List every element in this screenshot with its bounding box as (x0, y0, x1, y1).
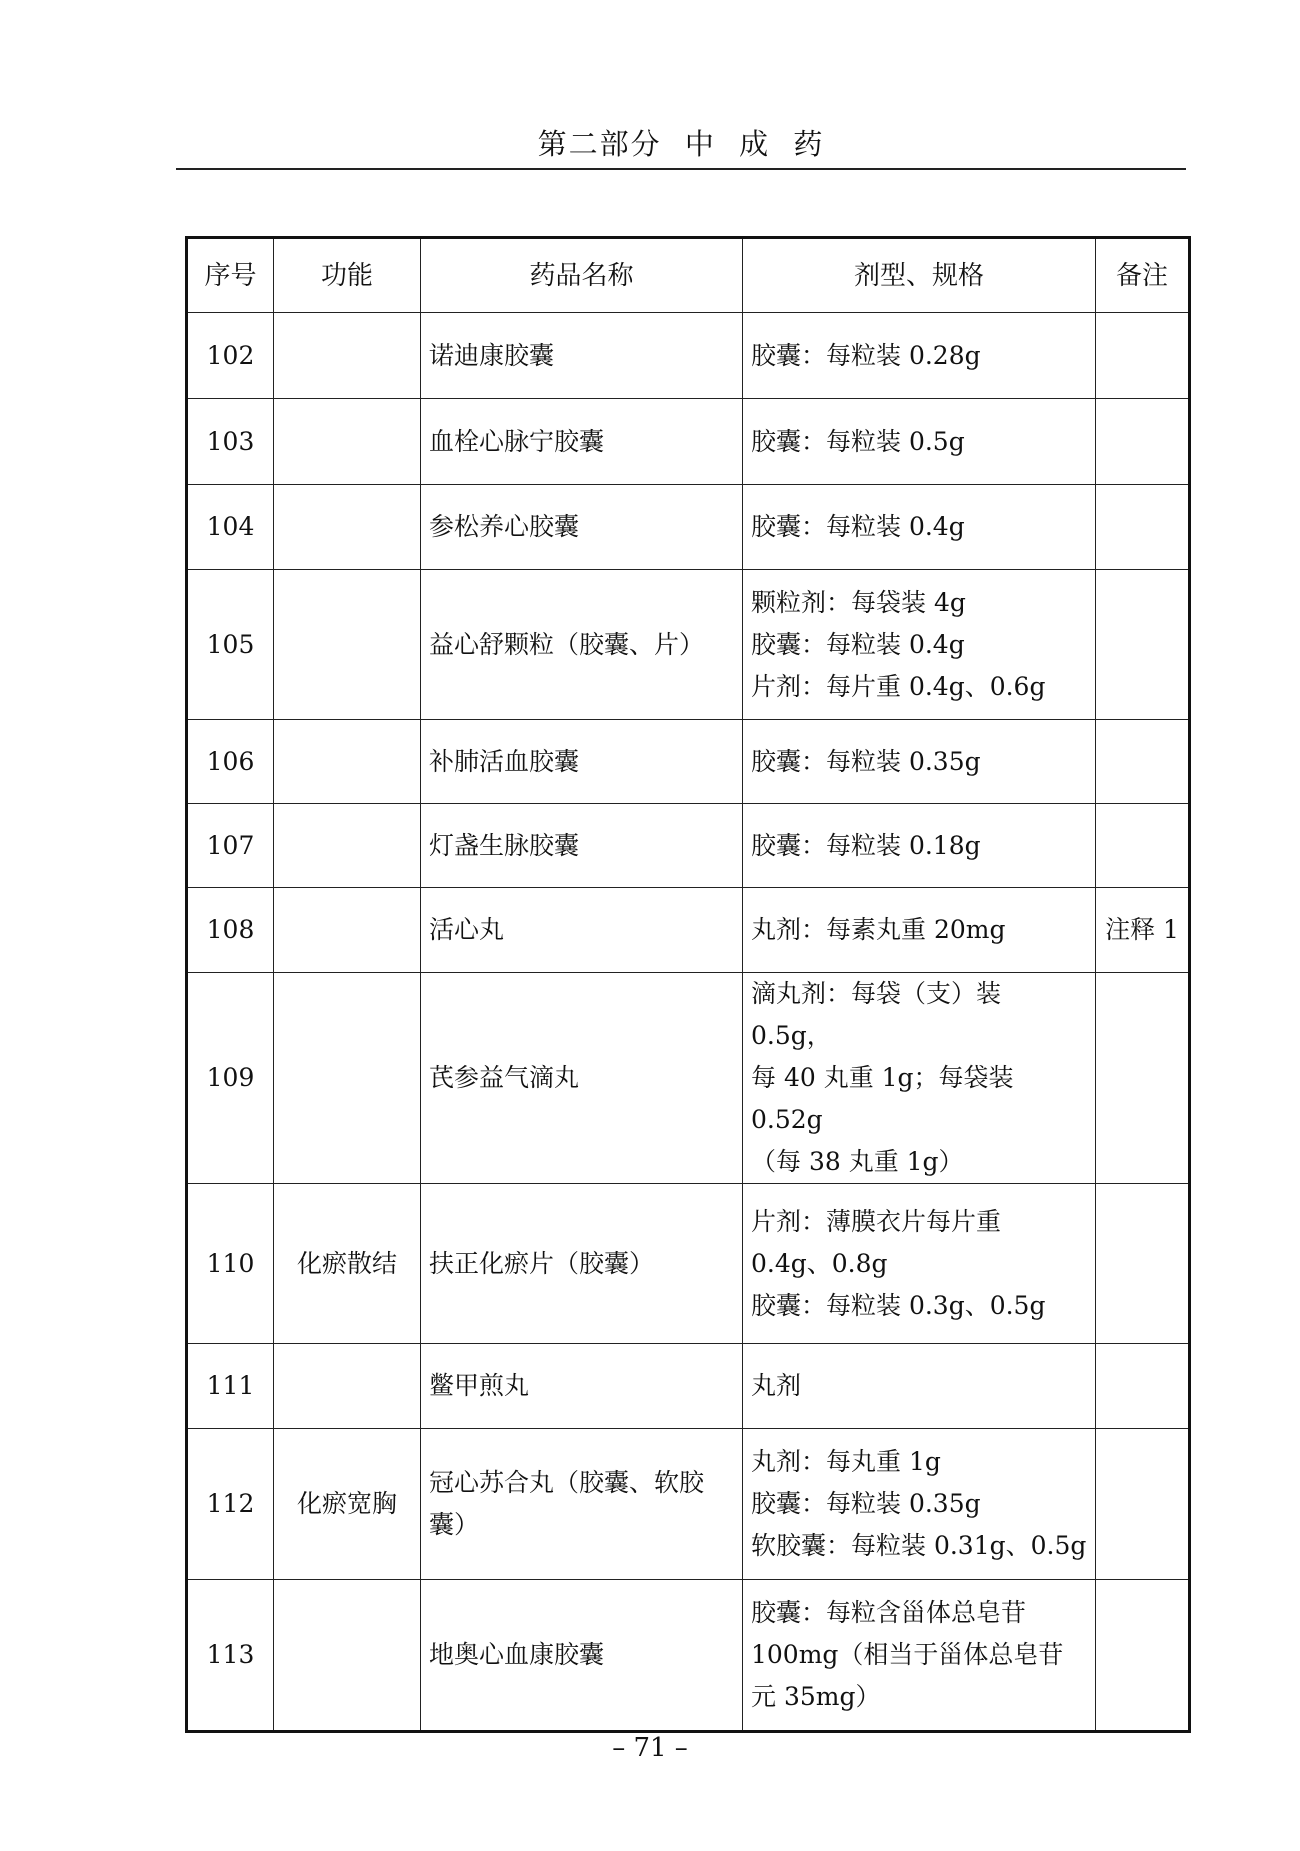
remarks-cell (1096, 485, 1190, 570)
remarks-cell (1096, 313, 1190, 399)
remarks-cell (1096, 804, 1190, 888)
column-header-function: 功能 (274, 238, 421, 313)
function-cell: 化瘀散结 (274, 1184, 421, 1344)
dosage-spec-cell (743, 1344, 1096, 1429)
dosage-spec-line: 滴丸剂：每袋（支）装 0.5g， (751, 979, 1002, 1050)
dosage-spec-cell (743, 570, 1096, 720)
function-cell (274, 973, 421, 1184)
function-cell (274, 888, 421, 973)
remarks-cell (1096, 1580, 1190, 1732)
function-cell (274, 1580, 421, 1732)
drug-name-cell: 补肺活血胶囊 (421, 720, 743, 804)
remarks-cell (1096, 570, 1190, 720)
function-cell (274, 1344, 421, 1429)
drug-name-cell: 扶正化瘀片（胶囊） (421, 1184, 743, 1344)
table-row (187, 485, 1190, 570)
table-row (187, 570, 1190, 720)
drug-name-cell: 血栓心脉宁胶囊 (421, 399, 743, 485)
page-header-title: 第二部分 中 成 药 (537, 127, 825, 161)
row-number-cell: 107 (187, 804, 274, 888)
dosage-spec-line: （每 38 丸重 1g） (751, 1147, 964, 1176)
dosage-spec-cell (743, 888, 1096, 973)
dosage-spec-line: 每 40 丸重 1g；每袋装 0.52g (751, 1063, 1014, 1134)
table-row (187, 804, 1190, 888)
dosage-spec-line: 胶囊：每粒装 0.4g (751, 512, 965, 541)
dosage-spec-cell (743, 1184, 1096, 1344)
column-header-no: 序号 (187, 238, 274, 313)
row-number-cell: 103 (187, 399, 274, 485)
dosage-spec-line: 片剂：每片重 0.4g、0.6g (751, 671, 1046, 701)
drug-name-cell: 冠心苏合丸（胶囊、软胶囊） (421, 1429, 743, 1580)
drug-name-cell: 参松养心胶囊 (421, 485, 743, 570)
function-cell (274, 313, 421, 399)
column-header-drug-name: 药品名称 (421, 238, 743, 313)
row-number-cell: 104 (187, 485, 274, 570)
dosage-spec-line: 胶囊：每粒装 0.3g、0.5g (751, 1290, 1046, 1320)
remarks-cell: 注释 1 (1096, 888, 1190, 973)
dosage-spec-line: 元 35mg） (751, 1682, 881, 1711)
function-cell (274, 399, 421, 485)
remarks-cell (1096, 1184, 1190, 1344)
drug-name-cell: 鳖甲煎丸 (421, 1344, 743, 1429)
table-row (187, 399, 1190, 485)
drug-table-body (187, 313, 1190, 1732)
table-row (187, 720, 1190, 804)
dosage-spec-line: 胶囊：每粒含甾体总皂苷 (751, 1598, 1027, 1627)
row-number-cell: 109 (187, 973, 274, 1184)
dosage-spec-cell (743, 399, 1096, 485)
row-number-cell: 113 (187, 1580, 274, 1732)
row-number-cell: 112 (187, 1429, 274, 1580)
table-row (187, 313, 1190, 399)
function-cell (274, 720, 421, 804)
dosage-spec-line: 片剂：薄膜衣片每片重 (751, 1206, 1002, 1236)
remarks-cell (1096, 720, 1190, 804)
dosage-spec-cell (743, 720, 1096, 804)
row-number-cell: 111 (187, 1344, 274, 1429)
table-row (187, 973, 1190, 1184)
page-number: – 71 – (612, 1733, 688, 1763)
dosage-spec-cell (743, 313, 1096, 399)
table-row (187, 1184, 1190, 1344)
dosage-spec-line: 丸剂：每素丸重 20mg (751, 915, 1006, 944)
remarks-cell (1096, 1344, 1190, 1429)
dosage-spec-line: 丸剂：每丸重 1g (751, 1447, 941, 1476)
table-row (187, 888, 1190, 973)
function-cell (274, 804, 421, 888)
row-number-cell: 108 (187, 888, 274, 973)
header-row (187, 238, 1190, 313)
drug-table-header (187, 238, 1190, 313)
dosage-spec-line: 100mg（相当于甾体总皂苷 (751, 1640, 1064, 1669)
dosage-spec-cell (743, 804, 1096, 888)
dosage-spec-cell (743, 973, 1096, 1184)
dosage-spec-cell (743, 485, 1096, 570)
column-header-dosage-spec: 剂型、规格 (743, 238, 1096, 313)
drug-name-cell: 诺迪康胶囊 (421, 313, 743, 399)
drug-name-cell: 活心丸 (421, 888, 743, 973)
dosage-spec-line: 胶囊：每粒装 0.35g (751, 746, 981, 776)
drug-name-cell: 益心舒颗粒（胶囊、片） (421, 570, 743, 720)
function-cell (274, 570, 421, 720)
dosage-spec-line: 胶囊：每粒装 0.5g (751, 426, 965, 456)
row-number-cell: 110 (187, 1184, 274, 1344)
drug-table (185, 236, 1191, 1733)
drug-name-cell: 灯盏生脉胶囊 (421, 804, 743, 888)
remarks-cell (1096, 973, 1190, 1184)
dosage-spec-line: 颗粒剂：每袋装 4g (751, 587, 966, 617)
table-row (187, 1344, 1190, 1429)
dosage-spec-line: 胶囊：每粒装 0.18g (751, 830, 981, 860)
dosage-spec-line: 胶囊：每粒装 0.35g (751, 1489, 981, 1518)
row-number-cell: 102 (187, 313, 274, 399)
table-row (187, 1429, 1190, 1580)
dosage-spec-line: 胶囊：每粒装 0.4g (751, 629, 965, 659)
row-number-cell: 105 (187, 570, 274, 720)
dosage-spec-line: 丸剂 (751, 1371, 802, 1400)
remarks-cell (1096, 399, 1190, 485)
dosage-spec-line: 软胶囊：每粒装 0.31g、0.5g (751, 1531, 1087, 1560)
dosage-spec-cell (743, 1429, 1096, 1580)
remarks-cell (1096, 1429, 1190, 1580)
drug-name-cell: 地奥心血康胶囊 (421, 1580, 743, 1732)
dosage-spec-line: 0.4g、0.8g (751, 1248, 888, 1278)
row-number-cell: 106 (187, 720, 274, 804)
dosage-spec-line: 胶囊：每粒装 0.28g (751, 340, 981, 370)
page-header (176, 118, 1186, 170)
drug-name-cell: 芪参益气滴丸 (421, 973, 743, 1184)
dosage-spec-cell (743, 1580, 1096, 1732)
column-header-remarks: 备注 (1096, 238, 1190, 313)
function-cell (274, 485, 421, 570)
function-cell: 化瘀宽胸 (274, 1429, 421, 1580)
table-row (187, 1580, 1190, 1732)
